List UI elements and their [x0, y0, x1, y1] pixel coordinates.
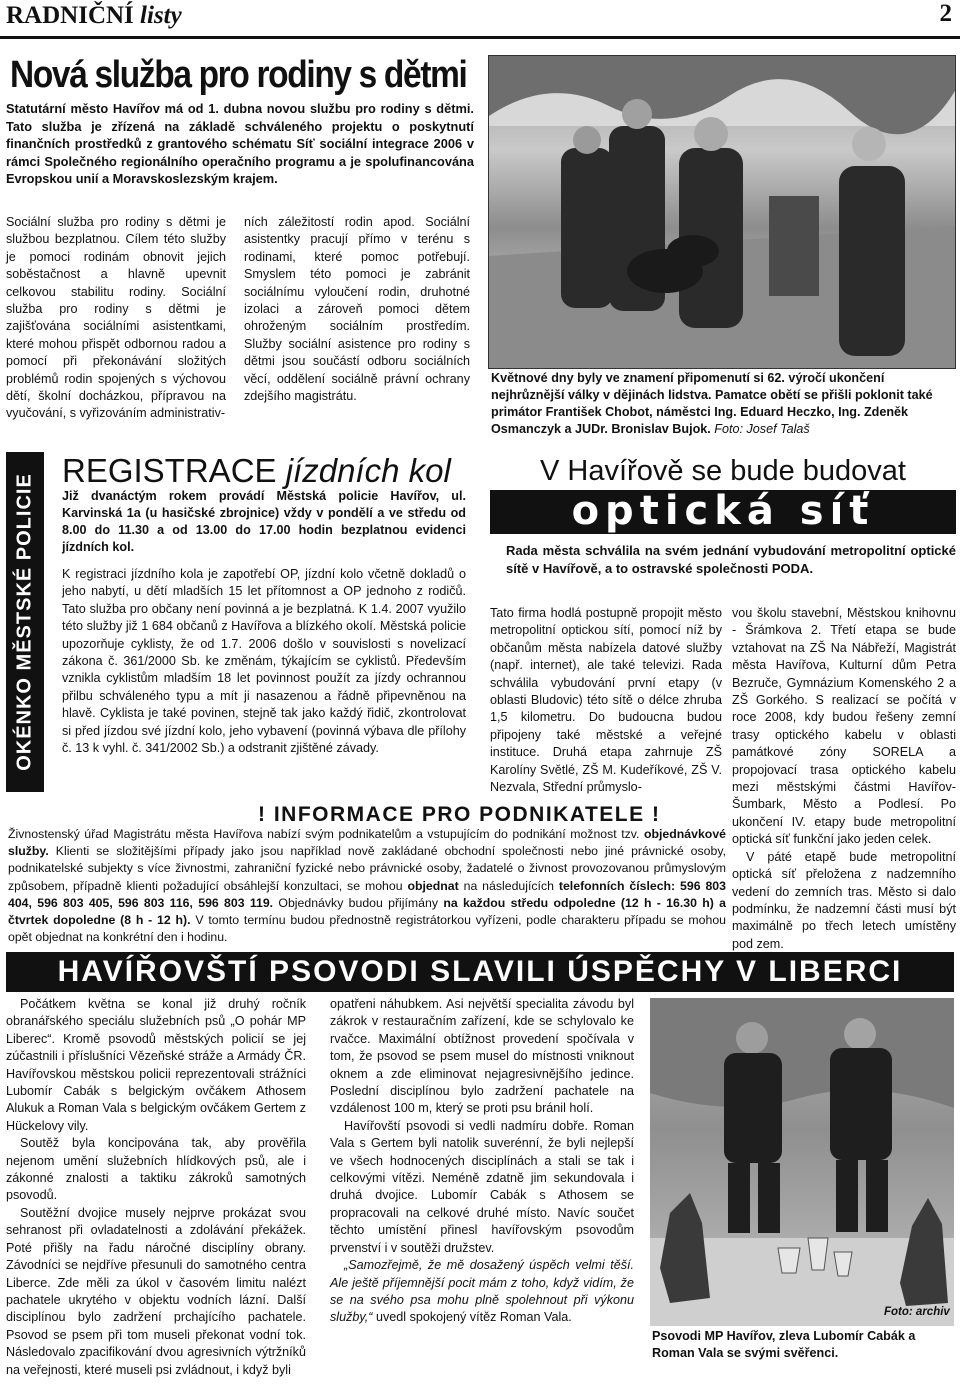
- registrace-lead: Již dvanáctým rokem provádí Městská policie Havířov, ul. Karvinská 1a (u hasičské zbrojnice) vždy v pondělí a ve středu od 8.00 do 11.30 a od 13.00 do 17.00 hodin bezplatnou evidenci jízdních kol.: [62, 489, 466, 554]
- dog-handlers-photo-image: [650, 998, 954, 1326]
- article-title: Nová služba pro rodiny s dětmi: [10, 54, 467, 96]
- psovodi-paragraph: Soutěž byla koncipována tak, aby prověřila nejenom umění služebních hlídkových psů, ale i zákonné znalosti a taktiku zákroků samotných psovodů.: [6, 1136, 306, 1203]
- article-column-2: ních záležitostí rodin apod. Sociální asistentky pracují přímo v terénu s rodinami, které pomoc potřebují. Smyslem této pomoci je zabránit sociálnímu vyloučení rodin, druhotné izolaci a zároveň pomoci dětem ohroženým sociálním prostředím. Služby sociální asistence pro rodiny s dětmi jsou součástí odboru sociálních věcí, oddělení sociálně právní ochrany zdejšího magistrátu.: [244, 215, 470, 404]
- newspaper-title: [6, 2, 182, 30]
- opticka-lead: Rada města schválila na svém jednání vybudování metropolitní optické sítě v Havířově, a to ostravské společnosti PODA.: [506, 543, 956, 576]
- article-column-1: Sociální služba pro rodiny s dětmi je službou bezplatnou. Cílem této služby je pomoci rodinám obnovit jejich soběstačnost a hlavně upevnit celkovou stabilitu rodiny. Sociální služba pro rodiny s dětmi je zajišťována sociálními asistentkami, které mohou přispět odbornou radou a pomocí při překonávání složitých problémů rodin spojených s výchovou dětí, školní docházkou, přípravou na vyučování, s vyřizováním administrativ-: [6, 215, 226, 421]
- article-lead: Statutární město Havířov má od 1. dubna novou službu pro rodiny s dětmi. Tato služba je zřízená na základě schváleného projektu o poskytnutí finančních prostředků z grantového schématu Síť sociální integrace 2006 v rámci Společného regionálního operačního programu a je spolufinancována Evropskou unií a Moravskoslezským krajem.: [6, 101, 474, 186]
- photo-credit: Foto: archiv: [884, 1306, 950, 1318]
- memorial-photo-caption: Květnové dny byly ve znamení připomenutí si 62. výročí ukončení nejhrůznější války v dějinách lidstva. Pamatce obětí se přišli poklonit také primátor František Chobot, náměstci Ing. Eduard Heczko, Ing. Zdeněk Osmanczyk a JUDr. Bronislav Bujok. Foto: Josef Talaš: [491, 371, 933, 436]
- psovodi-title: HAVÍŘOVŠTÍ PSOVODI SLAVILI ÚSPĚCHY V LIBERCI: [57, 955, 903, 988]
- informace-title: ! INFORMACE PRO PODNIKATELE !: [258, 803, 661, 826]
- psovodi-paragraph: Soutěžní dvojice musely nejprve prokázat svou sehranost při ovladatelnosti a zdolávání překážek. Poté přišly na řadu náročné disciplíny obrany. Závodníci se nejdříve přesunuli do samotného centra Liberce. Zde měli za úkol v časovém limitu nalézt pachatele ukrytého v objektu vodních lázní. Další disciplínou bylo zadržení prchajícího pachatele. Psovod se psem při tom museli překonat vodní tok. Následovalo zpacifikování dvou agresivních výtržníků na veřejnosti, které museli psi zvládnout, i když byli: [6, 1205, 306, 1377]
- psovodi-column-1: [6, 996, 306, 1379]
- opticka-title-line2: optická síť: [571, 488, 875, 534]
- title-sub: listy: [140, 2, 182, 29]
- psovodi-column-2: [330, 996, 634, 1327]
- photo-credit: Foto: Josef Talaš: [714, 422, 810, 436]
- psovodi-paragraph: Počátkem května se konal již druhý ročník obranářského speciálu služebních psů „O pohár MP Liberec“. Kromě psovodů městských policií se jej zúčastnili i příslušníci Vězeňské stráže a Armády ČR. Havířovskou městskou policii reprezentovali strážníci Lubomír Cabák s belgickým ovčákem Athosem Alukuk a Roman Vala s belgickým ovčákem Gertem z Hückelovy vily.: [6, 997, 306, 1133]
- opticka-column-2-p2: V páté etapě bude metropolitní optická síť přeložena z nadzemního vedení do zemních tras. Město si dalo podmínku, že nadzemní části musí být maximálně po třech letech umístěny pod zem.: [732, 849, 956, 951]
- opticka-column-1: Tato firma hodlá postupně propojit město metropolitní optickou sítí, pomocí níž by občanům města nabízela datové služby (např. internet), ale také televizi. Rada schválila vybudování první etapy (v oblasti Bludovic) této sítě o délce zhruba 1,5 kilometru. Do budoucna budou připojeny také městské a veřejné instituce. Druhá etapa zahrnuje ZŠ Karolíny Světlé, ZŠ M. Kudeříkové, ZŠ V. Nezvala, Střední průmyslo-: [490, 606, 722, 795]
- informace-body: Živnostenský úřad Magistrátu města Havířova nabízí svým podnikatelům a vstupujícím do podnikání možnost tzv. objednávkové služby. Klienti se složitějšími případy jako jsou například nově zakládané obchodní společnosti nebo jiné právnické osoby, podnikatelské subjekty s více živnostmi, zahraniční fyzické nebo právnické osoby, žadatelé o živnost provozovanou průmyslovým způsobem, případně klienti požadující obsáhlejší konzultaci, se mohou objednat na následujících telefonních číslech: 596 803 404, 596 803 405, 596 803 116, 596 803 119. Objednávky budou přijímány na každou středu odpoledne (12 h - 16.30 h) a čtvrtek dopoledne (8 h - 12 h). V tomto termínu budou přednostně registrátorkou vyřízeni, podle charakteru případu se mohou opět objednat na konkrétní den i hodinu.: [8, 827, 726, 945]
- memorial-photo-illustration: [489, 56, 955, 368]
- police-section-label: OKÉNKO MĚSTSKÉ POLICIE: [13, 473, 36, 771]
- title-main: RADNIČNÍ: [6, 2, 134, 29]
- opticka-title-line1: V Havířově se bude budovat: [540, 455, 906, 487]
- psovodi-paragraph: Havířovští psovodi si vedli nadmíru dobře. Roman Vala s Gertem byli natolik suverénní, že byli nejlepší ve všech hodnocených disciplínách a stali se tak i celkovými vítězi. Neméně zdatně jim sekundovala i druhá dvojice. Lubomír Cabák s Athosem se propracovali na celkové druhé místo. Navíc součet těchto umístění přinesl havířovským psovodům prvenství i v soutěži družstev.: [330, 1118, 634, 1255]
- opticka-column-2-p1: vou školu stavební, Městskou knihovnu - Šrámkova 2. Třetí etapa se bude vztahovat na ZŠ Na Nábřeží, Magistrát města Havířova, Kulturní dům Petra Bezruče, Gymnázium Komenského 2 a ZŠ Gorkého. S realizací se počítá v roce 2008, kdy budou řešeny zemní trasy optického kabelu v oblasti památkové zóny SORELA a propojovací trasa optického kabelu mezi městskými částmi Havířov-Šumbark, Město a Podlesí. Po ukončení IV. etapy bude metropolitní optická síť funkční jako jeden celek.: [732, 606, 956, 847]
- opticka-column-2: [732, 605, 956, 953]
- registrace-title: REGISTRACE jízdních kol: [62, 452, 451, 489]
- header-rule: [0, 36, 960, 39]
- page-number: 2: [939, 0, 952, 27]
- memorial-photo: [488, 55, 956, 369]
- dog-handlers-photo-caption: Psovodi MP Havířov, zleva Lubomír Cabák a Roman Vala se svými svěřenci.: [652, 1329, 916, 1360]
- registrace-body: K registraci jízdního kola je zapotřebí OP, jízdní kolo včetně dokladů o jeho nabytí, u dětí mladších 15 let přítomnost a OP jednoho z rodičů. Tato služba pro občany není povinná a je bezplatná. K 1.4. 2007 využilo této služby již 1 684 občanů z Havířova a blízkého okolí. Městská policie upozorňuje cyklisty, že od 1.7. 2006 došlo v souvislosti s novelizací zákona č. 361/2000 Sb. ke změnám, týkajícím se cyklistů. Především vznikla cyklistům mladším 18 let povinnost použít za jízdy ochrannou přilbu schváleného typu a mít ji nasazenou a řádně připevněnou na hlavě. Cyklista je také povinen, stejně tak jako každý řidič, zkontrolovat si před jízdou své jízdní kolo, jeho vybavení (povinná výbava dle přílohy č. 13 k vyhl. č. 341/2002 Sb.) a odstranit zjištěné závady.: [62, 567, 466, 756]
- psovodi-quote: „Samozřejmě, že mě dosažený úspěch velmi těší. Ale ještě příjemnější pocit mám z toho, když vidím, že se na svého psa mohu plně spolehnout při výkonu služby,“ uvedl spokojený vítěz Roman Vala.: [330, 1258, 634, 1325]
- dog-handlers-illustration: [650, 998, 954, 1326]
- psovodi-paragraph: opatřeni náhubkem. Asi největší specialita závodu byl zákrok v restauračním zařízení, kde se schylovalo ke rvačce. Maximální obtížnost provedení spočívala v tom, že psovod se psem musel do místnosti vniknout oknem a zde eliminovat nejagresivnějšího jedince. Poslední disciplínou bylo zadržení pachatele na vzdálenost 100 m, který se proti psu bránil holí.: [330, 997, 634, 1116]
